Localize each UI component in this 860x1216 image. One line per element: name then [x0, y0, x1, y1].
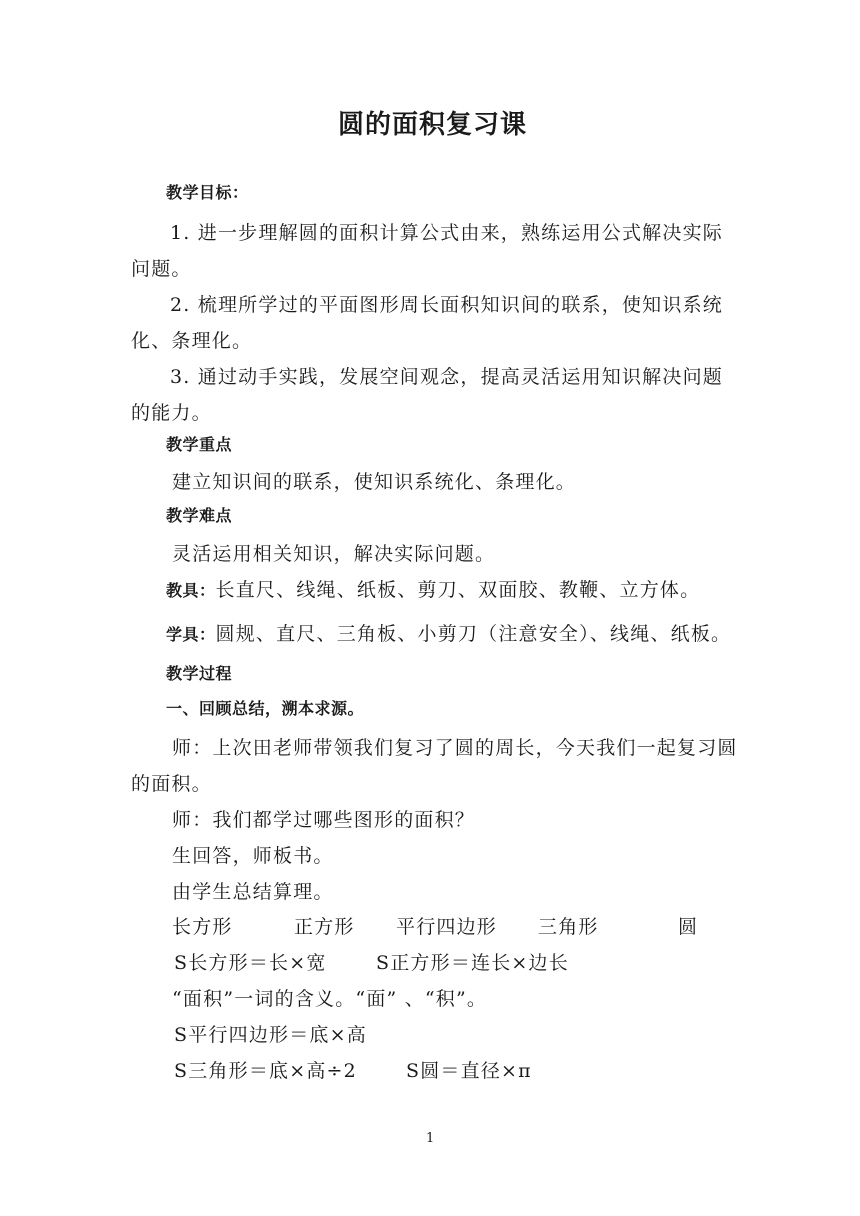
process-paragraph-4: 由学生总结算理。	[172, 881, 334, 903]
formula-triangle: S三角形＝底×高÷2	[174, 1060, 357, 1082]
objective-2-line-1: 2. 梳理所学过的平面图形周长面积知识间的联系，使知识系统	[170, 294, 723, 316]
process-paragraph-1-line-1: 师：上次田老师带领我们复习了圆的周长，今天我们一起复习圆	[172, 737, 738, 759]
key-point-text: 建立知识间的联系，使知识系统化、条理化。	[172, 471, 577, 493]
section-1-heading: 一、回顾总结，溯本求源。	[166, 699, 365, 718]
shape-name: 圆	[678, 916, 699, 938]
formula-parallelogram: S平行四边形＝底×高	[174, 1024, 367, 1046]
student-tools-label: 学具：	[166, 625, 216, 644]
student-tools-line	[166, 622, 731, 647]
formula-circle: S圆＝直径×π	[406, 1060, 532, 1082]
objectives-heading: 教学目标：	[166, 183, 249, 202]
teacher-tools-text: 长直尺、线绳、纸板、剪刀、双面胶、教鞭、立方体。	[215, 579, 701, 601]
difficulty-text: 灵活运用相关知识，解决实际问题。	[172, 543, 496, 565]
objective-1-line-1: 1. 进一步理解圆的面积计算公式由来，熟练运用公式解决实际	[170, 222, 723, 244]
page-number: 1	[426, 1131, 435, 1146]
process-paragraph-3: 生回答，师板书。	[172, 845, 334, 867]
difficulty-heading: 教学难点	[166, 506, 233, 525]
process-heading: 教学过程	[166, 664, 233, 683]
objective-1-line-2: 问题。	[131, 258, 192, 280]
objective-3-line-2: 的能力。	[131, 402, 212, 424]
objective-3-line-1: 3. 通过动手实践，发展空间观念，提高灵活运用知识解决问题	[170, 366, 723, 388]
shape-name: 正方形	[294, 916, 355, 938]
shape-name: 三角形	[538, 916, 599, 938]
page-title: 圆的面积复习课	[338, 110, 528, 140]
area-term-note: “面积”一词的含义。“面” 、“积”。	[172, 988, 488, 1010]
teacher-tools-line	[166, 578, 700, 603]
teacher-tools-label: 教具：	[166, 581, 216, 600]
shape-name: 平行四边形	[396, 916, 498, 938]
shape-name: 长方形	[172, 916, 233, 938]
objective-2-line-2: 化、条理化。	[131, 330, 253, 352]
formula-square: S正方形＝连长×边长	[376, 952, 569, 974]
formula-rectangle: S长方形＝长×宽	[174, 952, 327, 974]
student-tools-text: 圆规、直尺、三角板、小剪刀（注意安全）、线绳、纸板。	[215, 623, 732, 645]
key-point-heading: 教学重点	[166, 435, 233, 454]
process-paragraph-1-line-2: 的面积。	[131, 773, 212, 795]
process-paragraph-2: 师：我们都学过哪些图形的面积？	[172, 809, 476, 831]
